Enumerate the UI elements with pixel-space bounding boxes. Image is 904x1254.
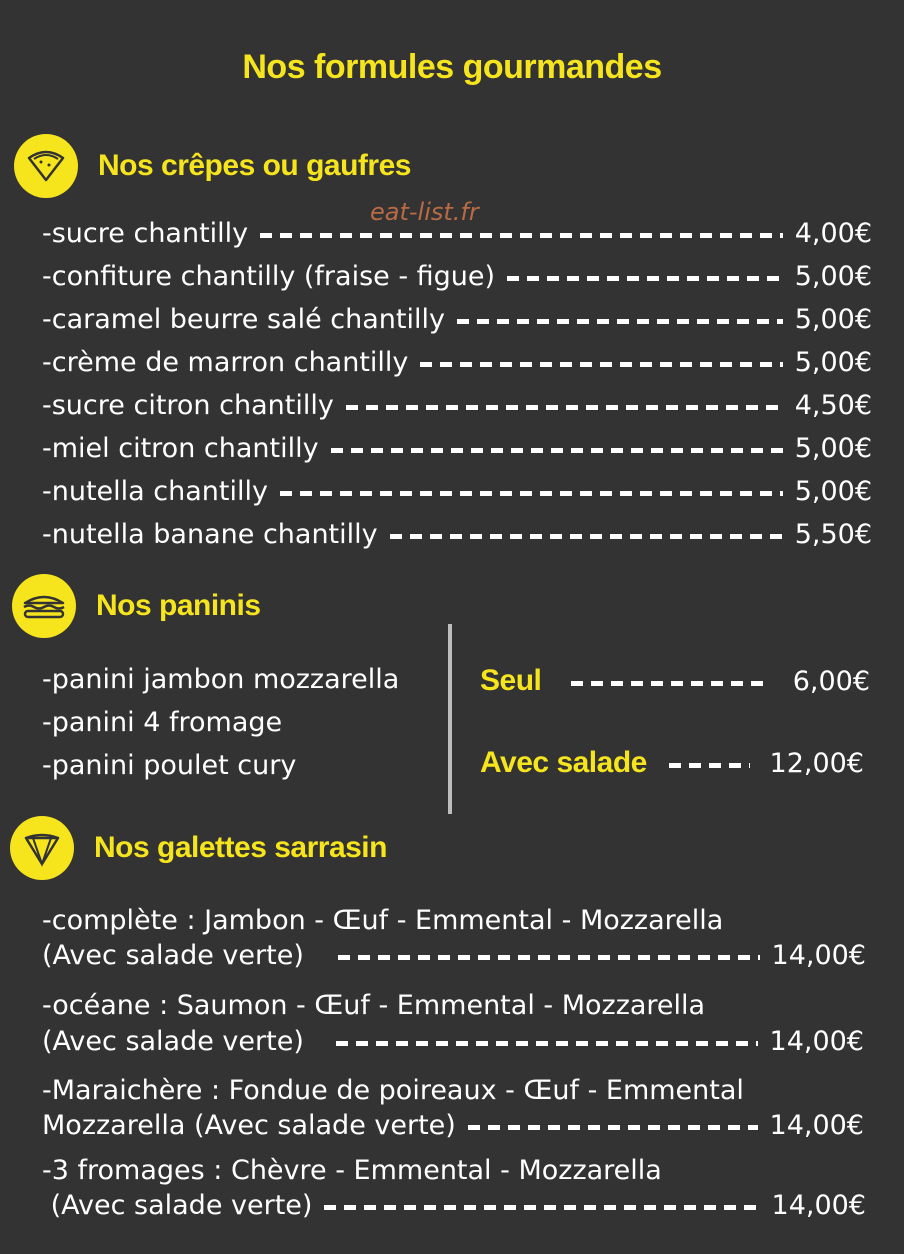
galette-item-label: (Avec salade verte) (42, 1190, 313, 1221)
dot-leader (507, 276, 783, 281)
dot-leader (390, 534, 783, 539)
menu-item-price: 5,00€ (794, 261, 872, 292)
dot-leader (571, 681, 762, 686)
section-title-crepes: Nos crêpes ou gaufres (98, 149, 411, 182)
galette-description: -complète : Jambon - Œuf - Emmental - Mozzarella (42, 905, 724, 936)
galette-item (42, 1190, 866, 1221)
menu-item-label: -nutella banane chantilly (42, 519, 378, 550)
menu-item-price: 5,50€ (794, 519, 872, 550)
menu-item (42, 433, 872, 464)
menu-item-label: -crème de marron chantilly (42, 347, 409, 378)
dot-leader (669, 763, 750, 768)
galette-item-price: 14,00€ (771, 940, 866, 971)
menu-item-label: -sucre chantilly (42, 218, 249, 249)
galette-item-label: (Avec salade verte) (42, 940, 304, 971)
menu-item-label: -caramel beurre salé chantilly (42, 304, 445, 335)
option-label: Seul (480, 664, 542, 697)
panini-item: -panini jambon mozzarella (42, 664, 400, 695)
menu-item-label: -confiture chantilly (fraise - figue) (42, 261, 496, 292)
page-title: Nos formules gourmandes (242, 48, 662, 86)
dot-leader (280, 491, 783, 496)
galette-description: -Maraichère : Fondue de poireaux - Œuf - Emmental (42, 1075, 744, 1106)
panini-option-avec-salade (480, 746, 864, 780)
galette-item (42, 940, 866, 971)
section-header-paninis (12, 574, 261, 638)
galette-item (42, 1026, 864, 1057)
section-title-paninis: Nos paninis (96, 589, 261, 622)
vertical-divider (448, 624, 452, 814)
menu-item (42, 218, 872, 249)
menu-item (42, 347, 872, 378)
section-title-galettes: Nos galettes sarrasin (94, 831, 387, 864)
menu-item (42, 390, 872, 421)
menu-item (42, 261, 872, 292)
galette-description: -océane : Saumon - Œuf - Emmental - Mozzarella (42, 990, 706, 1021)
dot-leader (420, 362, 782, 367)
galette-item-price: 14,00€ (769, 1110, 864, 1141)
menu-item-label: -miel citron chantilly (42, 433, 319, 464)
galette-item (42, 1110, 864, 1141)
menu-item (42, 519, 872, 550)
panini-item: -panini poulet cury (42, 750, 297, 781)
galette-description: -3 fromages : Chèvre - Emmental - Mozzarella (42, 1155, 662, 1186)
dot-leader (468, 1125, 758, 1130)
section-header-galettes (10, 816, 387, 880)
section-header-crepes (14, 134, 411, 198)
crepe-icon (14, 134, 78, 198)
dot-leader (336, 1041, 758, 1046)
galette-item-label: Mozzarella (Avec salade verte) (42, 1110, 456, 1141)
galette-item-price: 14,00€ (769, 1026, 864, 1057)
option-label: Avec salade (480, 746, 647, 779)
panini-option-seul (480, 664, 870, 698)
dot-leader (324, 1205, 759, 1210)
menu-item-price: 5,00€ (794, 304, 872, 335)
menu-item-price: 4,00€ (794, 218, 872, 249)
menu-item-price: 5,00€ (794, 476, 872, 507)
dot-leader (338, 955, 760, 960)
dot-leader (260, 233, 783, 238)
menu-item-price: 5,00€ (794, 433, 872, 464)
galette-item-label: (Avec salade verte) (42, 1026, 304, 1057)
galette-item-price: 14,00€ (771, 1190, 866, 1221)
panini-item: -panini 4 fromage (42, 707, 283, 738)
option-price: 6,00€ (792, 665, 870, 697)
dot-leader (457, 319, 783, 324)
sandwich-icon (12, 574, 76, 638)
menu-item (42, 476, 872, 507)
menu-item-price: 5,00€ (794, 347, 872, 378)
menu-item-price: 4,50€ (794, 390, 872, 421)
menu-item-label: -nutella chantilly (42, 476, 268, 507)
option-price: 12,00€ (769, 747, 864, 779)
watermark: eat-list.fr (370, 198, 479, 226)
dot-leader (331, 448, 783, 453)
menu-item (42, 304, 872, 335)
dot-leader (346, 405, 783, 410)
galette-icon (10, 816, 74, 880)
menu-item-label: -sucre citron chantilly (42, 390, 334, 421)
